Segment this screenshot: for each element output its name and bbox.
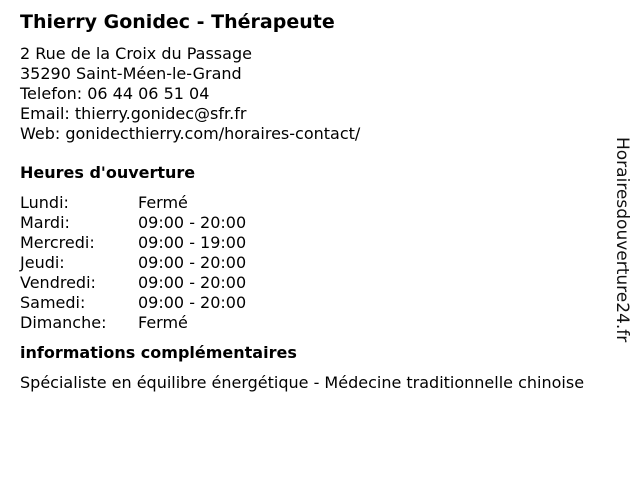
day-hours: 09:00 - 20:00 bbox=[138, 253, 247, 272]
opening-hours-table bbox=[20, 193, 610, 333]
additional-info-text: Spécialiste en équilibre énergétique - Médecine traditionnelle chinoise bbox=[20, 373, 585, 392]
day-hours: 09:00 - 20:00 bbox=[138, 213, 247, 232]
day-label: Dimanche: bbox=[20, 313, 107, 332]
day-hours: 09:00 - 19:00 bbox=[138, 233, 247, 252]
day-hours: 09:00 - 20:00 bbox=[138, 273, 247, 292]
day-label: Mercredi: bbox=[20, 233, 95, 252]
hours-row-sunday bbox=[20, 313, 610, 333]
day-label: Jeudi: bbox=[20, 253, 65, 272]
hours-row-saturday bbox=[20, 293, 610, 313]
day-label: Lundi: bbox=[20, 193, 69, 212]
address-line-street: 2 Rue de la Croix du Passage bbox=[20, 44, 252, 63]
day-hours: Fermé bbox=[138, 193, 188, 212]
business-card bbox=[20, 10, 610, 393]
business-name: Thierry Gonidec - Thérapeute bbox=[20, 11, 335, 33]
day-label: Vendredi: bbox=[20, 273, 96, 292]
opening-hours-heading: Heures d'ouverture bbox=[20, 163, 196, 182]
email-line: Email: thierry.gonidec@sfr.fr bbox=[20, 104, 247, 123]
hours-row-tuesday bbox=[20, 213, 610, 233]
address-line-city: 35290 Saint-Méen-le-Grand bbox=[20, 64, 242, 83]
additional-info-heading: informations complémentaires bbox=[20, 343, 297, 362]
hours-row-thursday bbox=[20, 253, 610, 273]
hours-row-wednesday bbox=[20, 233, 610, 253]
hours-row-friday bbox=[20, 273, 610, 293]
day-label: Samedi: bbox=[20, 293, 86, 312]
day-hours: Fermé bbox=[138, 313, 188, 332]
web-line: Web: gonidecthierry.com/horaires-contact/ bbox=[20, 124, 361, 143]
contact-details bbox=[20, 44, 610, 144]
hours-row-monday bbox=[20, 193, 610, 213]
phone-line: Telefon: 06 44 06 51 04 bbox=[20, 84, 210, 103]
day-hours: 09:00 - 20:00 bbox=[138, 293, 247, 312]
site-watermark: Horairesdouverture24.fr bbox=[612, 137, 632, 343]
day-label: Mardi: bbox=[20, 213, 70, 232]
